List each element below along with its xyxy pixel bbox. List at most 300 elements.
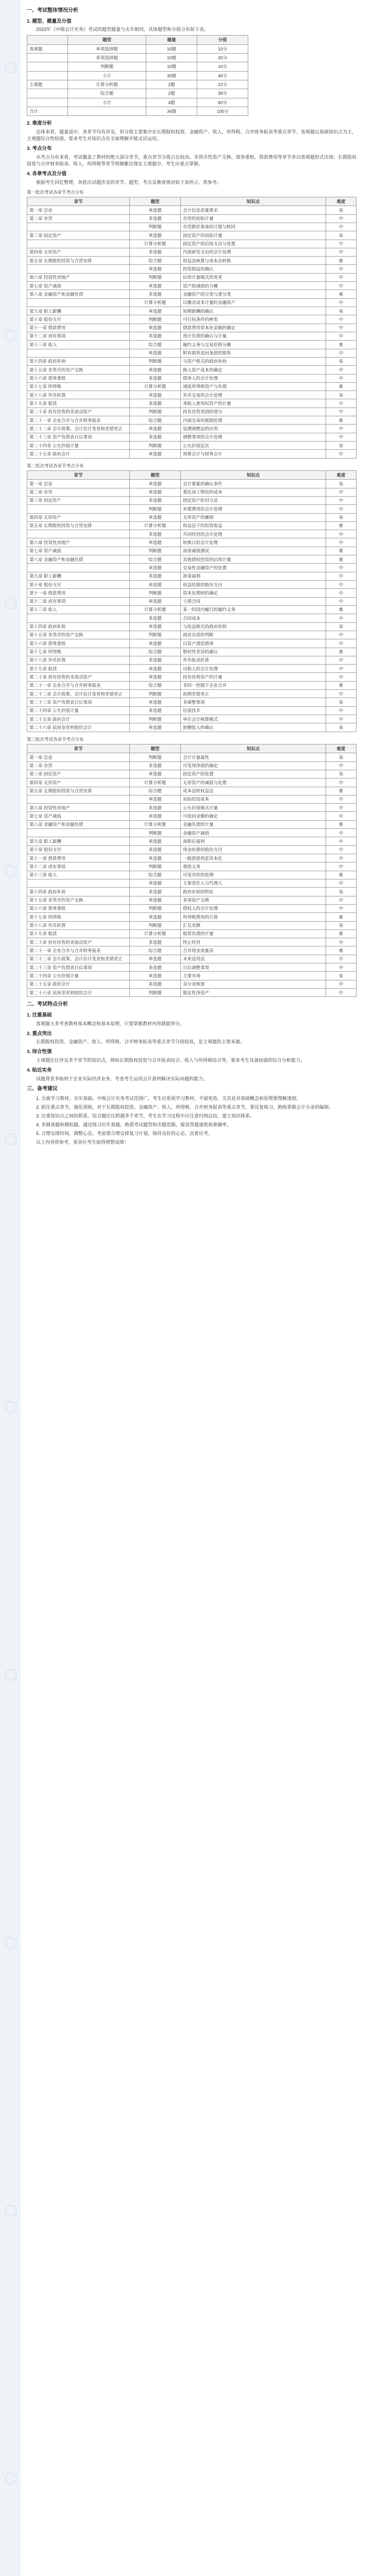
table-cell: 中 [326, 989, 356, 997]
table-cell: 中 [326, 837, 356, 845]
table-cell: 公允价值层次 [181, 442, 326, 450]
table-cell [27, 223, 130, 231]
table-cell: 会计计量属性 [181, 753, 326, 761]
batch-header-cell: 难度 [326, 197, 356, 206]
table-cell: 第八章 金融资产和金融负债 [27, 555, 130, 564]
summary-header-cell [27, 36, 68, 44]
table-cell: 第二十四章 公允价值计量 [27, 706, 130, 715]
summary-cell: 综合题 [68, 89, 146, 98]
table-row [27, 273, 356, 281]
table-row [27, 223, 356, 231]
table-row [27, 648, 356, 656]
table-cell: 第五章 长期股权投资与合营安排 [27, 521, 130, 530]
table-cell: 第二十六章 民间非营利组织会计 [27, 989, 130, 997]
table-cell: 多选题 [130, 496, 181, 504]
table-cell: 第十九章 租赁 [27, 929, 130, 938]
table-cell: 难 [326, 681, 356, 689]
table-row [27, 332, 356, 340]
table-cell: 以摊余成本计量的金融资产 [181, 298, 326, 307]
decorative-circle-icon [5, 1669, 16, 1681]
table-cell: 易 [326, 231, 356, 240]
table-cell: 中 [326, 399, 356, 408]
table-cell: 中 [326, 812, 356, 820]
table-cell: 易 [326, 921, 356, 929]
table-row [27, 820, 356, 828]
table-cell: 多选题 [130, 248, 181, 256]
table-row [27, 214, 356, 223]
summary-row [27, 62, 248, 71]
summary-cell: 单项选择题 [68, 44, 146, 53]
table-cell: 多选题 [130, 614, 181, 622]
table-row [27, 837, 356, 845]
table-cell: 债务人的会计处理 [181, 374, 326, 382]
summary-cell: 60分 [197, 98, 248, 107]
table-cell: 第四章 无形资产 [27, 778, 130, 787]
table-cell: 判断题 [130, 223, 181, 231]
table-row [27, 888, 356, 896]
table-cell: 前期差错更正 [181, 690, 326, 698]
table-cell: 第十章 股份支付 [27, 315, 130, 324]
table-row [27, 416, 356, 425]
table-cell: 单选题 [130, 913, 181, 921]
table-row [27, 913, 356, 921]
table-row [27, 639, 356, 648]
table-cell: 计算分析题 [130, 521, 181, 530]
table-cell: 第二十章 持有待售的非流动资产 [27, 408, 130, 416]
table-cell: 第三章 固定资产 [27, 770, 130, 778]
summary-cell: 10题 [146, 44, 197, 53]
table-row [27, 315, 356, 324]
table-cell: 金融负债的计量 [181, 820, 326, 828]
table-cell: 单选题 [130, 795, 181, 803]
table-cell: 难 [326, 341, 356, 349]
summary-header-cell: 题量 [146, 36, 197, 44]
table-cell: 中 [326, 665, 356, 673]
table-cell: 与资产相关的政府补助 [181, 357, 326, 365]
table-cell: 追溯调整法的应用 [181, 425, 326, 433]
table-cell: 第七章 资产减值 [27, 812, 130, 820]
table-cell: 第十二章 或有事项 [27, 597, 130, 605]
table-cell: 中 [326, 963, 356, 972]
table-cell: 存货跌价准备的计提与转回 [181, 223, 326, 231]
table-cell: 多选题 [130, 399, 181, 408]
table-cell: 政府补助的特征 [181, 888, 326, 896]
table-cell: 第二章 存货 [27, 214, 130, 223]
table-cell [27, 564, 130, 572]
batch-header-cell: 章节 [27, 470, 130, 479]
table-cell: 单选题 [130, 622, 181, 631]
table-cell: 难 [326, 946, 356, 955]
table-cell: 中 [326, 496, 356, 504]
table-cell: 第十三章 收入 [27, 341, 130, 349]
table-cell: 单选题 [130, 282, 181, 290]
summary-row [27, 89, 248, 98]
advice-paragraph: 1. 全面学习教材，夯实基础。中级会计实务考试范围广，考生应系统学习教材，不留死角，尤其是对基础概念和原理要理解透彻。 [36, 1095, 301, 1101]
table-cell: 第十八章 外币折算 [27, 391, 130, 399]
table-cell: 第十九章 租赁 [27, 399, 130, 408]
table-cell: 第二十五章 政府会计 [27, 715, 130, 723]
table-cell: 第二十三章 资产负债表日后事项 [27, 698, 130, 706]
table-row [27, 382, 356, 391]
table-row [27, 399, 356, 408]
table-cell: 多选题 [130, 374, 181, 382]
table-cell: 权益法核算与成本法转换 [181, 257, 326, 265]
table-cell: 中 [326, 214, 356, 223]
table-cell: 多选题 [130, 980, 181, 988]
table-cell: 综合题 [130, 416, 181, 425]
table-cell: 会计信息质量要求 [181, 206, 326, 214]
table-cell: 中 [326, 265, 356, 273]
table-cell: 多选题 [130, 433, 181, 441]
table-cell: 第二十一章 企业合并与合并财务报表 [27, 416, 130, 425]
table-cell: 单选题 [130, 538, 181, 547]
table-row [27, 341, 356, 349]
table-cell: 第六章 投资性房地产 [27, 538, 130, 547]
table-cell: 委托加工物资的成本 [181, 488, 326, 496]
table-cell: 判断题 [130, 547, 181, 555]
table-cell: 第二章 存货 [27, 488, 130, 496]
table-cell: 多选题 [130, 332, 181, 340]
table-cell: 第四章 无形资产 [27, 248, 130, 256]
table-cell: 第十七章 所得税 [27, 913, 130, 921]
table-cell [27, 298, 130, 307]
table-cell: 第八章 金融资产和金融负债 [27, 820, 130, 828]
table-cell: 第十四章 政府补助 [27, 357, 130, 365]
advice-paragraph: 5. 合理安排时间，调整心态。考前要合理安排复习计划，保持良好的心态，沉着应考。 [36, 1130, 213, 1136]
table-row [27, 265, 356, 273]
table-cell: 中 [326, 298, 356, 307]
table-row [27, 761, 356, 770]
table-cell: 某一时段内履行的履约义务 [181, 605, 326, 614]
table-cell: 第五章 长期股权投资与合营安排 [27, 257, 130, 265]
table-row [27, 989, 356, 997]
table-cell: 中 [326, 282, 356, 290]
table-cell: 中 [326, 408, 356, 416]
table-row [27, 530, 356, 538]
table-cell: 投资损益的确认 [181, 265, 326, 273]
table-cell: 中 [326, 980, 356, 988]
table-cell: 第十一章 借款费用 [27, 589, 130, 597]
table-row [27, 597, 356, 605]
table-cell: 综合题 [130, 946, 181, 955]
table-row [27, 391, 356, 399]
table-row [27, 614, 356, 622]
table-cell: 第九章 职工薪酬 [27, 572, 130, 580]
table-cell: 中 [326, 690, 356, 698]
table-cell: 中 [326, 240, 356, 248]
table-cell: 多选题 [130, 290, 181, 298]
table-cell: 其他债权投资的后续计量 [181, 555, 326, 564]
table-cell: 计算分析题 [130, 298, 181, 307]
table-row [27, 581, 356, 589]
table-cell: 难 [326, 913, 356, 921]
summary-row [27, 53, 248, 62]
table-row [27, 555, 356, 564]
decorative-circle-icon [5, 2205, 16, 2216]
table-row [27, 656, 356, 664]
table-row [27, 946, 356, 955]
table-cell: 难 [326, 787, 356, 795]
table-cell: 难 [326, 416, 356, 425]
table-cell: 单选题 [130, 391, 181, 399]
table-cell: 判断题 [130, 408, 181, 416]
table-cell: 中 [326, 829, 356, 837]
advice-paragraph: 3. 注重知识点之间的联系。综合题往往跨越多个章节，考生在学习过程中应注意归纳总结，建立知识体系。 [36, 1113, 255, 1118]
table-cell [27, 829, 130, 837]
table-cell: 单选题 [130, 564, 181, 572]
table-row [27, 521, 356, 530]
table-cell: 判断题 [130, 315, 181, 324]
table-cell: 双分录核算 [181, 980, 326, 988]
table-cell: 判断题 [130, 631, 181, 639]
summary-header-row [27, 36, 248, 44]
batch-header-row [27, 470, 356, 479]
summary-cell: 4题 [146, 98, 197, 107]
table-cell: 中 [326, 248, 356, 256]
summary-cell: 判断题 [68, 62, 146, 71]
advice-paragraph: 2. 抓住重点章节，强化训练。对于长期股权投资、金融资产、收入、所得税、合并财务报表等重点章节，要反复练习，熟练掌握会计分录的编制。 [36, 1104, 334, 1110]
table-cell: 单选题 [130, 812, 181, 820]
table-cell [27, 349, 130, 357]
feature-text: 主观题往往涉及多个章节的知识点，例如长期股权投资与合并报表结合、收入与所得税结合等，要求考生具备较强的综合分析能力。 [36, 1058, 305, 1063]
summary-cell: 小计 [68, 98, 146, 107]
summary-row [27, 80, 248, 89]
table-cell: 第十一章 借款费用 [27, 324, 130, 332]
table-cell: 判断题 [130, 589, 181, 597]
table-row [27, 298, 356, 307]
summary-header-cell: 题型 [68, 36, 146, 44]
table-cell: 单选题 [130, 673, 181, 681]
table-cell: 共同经营的会计处理 [181, 530, 326, 538]
table-cell: 第五章 长期股权投资与合营安排 [27, 787, 130, 795]
table-cell: 无形资产的减值与处置 [181, 778, 326, 787]
table-cell: 综合题 [130, 787, 181, 795]
table-cell: 判断题 [130, 273, 181, 281]
table-row [27, 980, 356, 988]
table-row [27, 673, 356, 681]
table-cell: 中 [326, 589, 356, 597]
table-row [27, 854, 356, 862]
summary-cell: 客观题 [27, 44, 68, 53]
table-cell: 估值技术 [181, 706, 326, 715]
table-cell: 单选题 [130, 698, 181, 706]
table-cell: 易 [326, 480, 356, 488]
section1-title: 一、考试整体情况分析 [27, 8, 78, 13]
table-cell [27, 879, 130, 887]
table-cell: 第十八章 外币折算 [27, 921, 130, 929]
table-cell: 中 [326, 505, 356, 513]
table-cell: 易 [326, 770, 356, 778]
table-cell: 判断题 [130, 357, 181, 365]
table-row [27, 307, 356, 315]
table-cell: 可变现净值的确定 [181, 761, 326, 770]
table-cell: 可收回金额的确定 [181, 812, 326, 820]
table-cell: 第二十五章 政府会计 [27, 450, 130, 458]
table-cell: 多选题 [130, 963, 181, 972]
table-cell: 短期薪酬的确认 [181, 307, 326, 315]
table-cell: 与收益相关的政府补助 [181, 622, 326, 631]
summary-cell: 10分 [197, 62, 248, 71]
table-cell: 借款费用资本化金额的确定 [181, 324, 326, 332]
table-row [27, 605, 356, 614]
table-cell: 易 [326, 723, 356, 732]
table-row [27, 871, 356, 879]
table-cell: 第十二章 或有事项 [27, 862, 130, 871]
table-cell: 出租人的会计处理 [181, 665, 326, 673]
table-cell: 判断题 [130, 862, 181, 871]
summary-cell: 2题 [146, 80, 197, 89]
batch1-body [27, 206, 356, 458]
summary-cell: 10题 [146, 53, 197, 62]
table-cell: 中 [326, 804, 356, 812]
summary-cell: 主观题 [27, 80, 68, 89]
table-cell: 资产组减值的分摊 [181, 282, 326, 290]
table-cell: 非调整事项 [181, 698, 326, 706]
feature-text: 客观题大多考查教材基本概念和基本原理，只要掌握教材内容就能得分。 [36, 1021, 185, 1026]
table-cell: 固定资产的初始计量 [181, 231, 326, 240]
table-cell: 多选题 [130, 656, 181, 664]
table-cell: 单选题 [130, 450, 181, 458]
table-cell: 第十三章 收入 [27, 871, 130, 879]
table-cell: 易 [326, 698, 356, 706]
table-cell: 中 [326, 639, 356, 648]
table-cell: 易 [326, 972, 356, 980]
summary-cell: 计算分析题 [68, 80, 146, 89]
table-row [27, 488, 356, 496]
table-cell: 资本化期间的确定 [181, 589, 326, 597]
table-cell: 弃置费用的会计处理 [181, 505, 326, 513]
table-cell: 中 [326, 862, 356, 871]
table-cell: 中 [326, 450, 356, 458]
batch3-caption: 第三批次考试各章节考点分布 [27, 736, 84, 742]
table-cell: 以资产清偿债务 [181, 639, 326, 648]
table-cell [27, 795, 130, 803]
decorative-circle-icon [5, 1133, 16, 1145]
section3-title: 三、备考建议 [27, 1086, 58, 1092]
table-cell: 后续计量模式的变更 [181, 273, 326, 281]
table-cell: 预计负债的确认与计量 [181, 332, 326, 340]
table-cell: 单选题 [130, 231, 181, 240]
table-cell: 易 [326, 442, 356, 450]
table-cell: 单选题 [130, 972, 181, 980]
table-cell: 单选题 [130, 896, 181, 904]
table-row [27, 753, 356, 761]
table-cell: 单选题 [130, 639, 181, 648]
table-cell: 无形资产的摊销 [181, 513, 326, 521]
table-row [27, 505, 356, 513]
section1-p2: 总体来看，题量适中，各章节均有涉及，但分值主要集中在长期股权投资、金融资产、收入、所得税、合并财务报表等重点章节。客观题以基础知识点为主，主观题综合性较强，要求考生对知识点有全面理解并能灵活运用。 [27, 129, 356, 141]
table-row [27, 681, 356, 689]
table-cell: 中 [326, 904, 356, 912]
table-cell: 附有销售退回条款的销售 [181, 349, 326, 357]
table-cell: 单选题 [130, 488, 181, 496]
table-cell: 难 [326, 382, 356, 391]
section3-paras [27, 1095, 356, 1137]
table-row [27, 349, 356, 357]
table-cell: 难 [326, 929, 356, 938]
table-cell: 中 [326, 366, 356, 374]
table-row [27, 896, 356, 904]
table-cell: 综合题 [130, 871, 181, 879]
table-row [27, 248, 356, 256]
summary-row [27, 107, 248, 115]
table-cell: 多选题 [130, 888, 181, 896]
batch-header-row [27, 197, 356, 206]
table-cell: 第二十四章 公允价值计量 [27, 972, 130, 980]
table-row [27, 963, 356, 972]
table-cell: 持有待售资产的计量 [181, 673, 326, 681]
table-row [27, 257, 356, 265]
batch-header-cell: 难度 [326, 470, 356, 479]
table-row [27, 904, 356, 912]
table-row [27, 698, 356, 706]
table-cell: 难 [326, 547, 356, 555]
table-cell: 金融资产减值 [181, 829, 326, 837]
table-cell: 难 [326, 290, 356, 298]
table-cell: 单选题 [130, 723, 181, 732]
summary-cell: 100分 [197, 107, 248, 115]
table-row [27, 622, 356, 631]
batch-header-cell: 章节 [27, 197, 130, 206]
table-row [27, 231, 356, 240]
feature-heading: 1. 注重基础 [27, 1012, 52, 1018]
table-cell: 易 [326, 753, 356, 761]
section1-sub4: 4. 各章考点及分值 [27, 171, 67, 177]
table-cell: 易 [326, 513, 356, 521]
batch-header-cell: 题型 [130, 470, 181, 479]
summary-cell: 40分 [197, 71, 248, 80]
table-cell: 第四章 无形资产 [27, 513, 130, 521]
table-cell: 合并现金流量表 [181, 946, 326, 955]
table-cell: 限定性净资产 [181, 989, 326, 997]
table-row [27, 357, 356, 365]
table-cell: 第二十章 持有待售的非流动资产 [27, 673, 130, 681]
table-cell: 调整事项的会计处理 [181, 433, 326, 441]
table-row [27, 442, 356, 450]
table-row [27, 496, 356, 504]
table-cell: 中 [326, 425, 356, 433]
table-cell: 第一章 总论 [27, 753, 130, 761]
table-cell: 判断题 [130, 505, 181, 513]
table-row [27, 829, 356, 837]
table-row [27, 374, 356, 382]
table-row [27, 929, 356, 938]
table-cell: 综合题 [130, 648, 181, 656]
table-cell: 综合题 [130, 681, 181, 689]
table-cell: 第七章 资产减值 [27, 282, 130, 290]
table-row [27, 433, 356, 441]
table-cell: 中 [326, 845, 356, 854]
table-cell: 单选题 [130, 879, 181, 887]
batch-header-cell: 知识点 [181, 744, 326, 753]
table-cell: 商誉减值测试 [181, 547, 326, 555]
table-cell: 一般借款利息资本化 [181, 854, 326, 862]
feature-heading: 3. 综合性强 [27, 1049, 52, 1055]
table-cell: 第二十四章 公允价值计量 [27, 442, 130, 450]
section1-sub1: 1. 题型、题量及分值 [27, 18, 72, 24]
table-cell: 可行权条件的种类 [181, 315, 326, 324]
summary-cell [27, 71, 68, 80]
table-cell: 初始投资成本 [181, 795, 326, 803]
table-row [27, 547, 356, 555]
table-cell: 易 [326, 391, 356, 399]
table-cell [27, 530, 130, 538]
article-content [27, 0, 356, 1146]
table-row [27, 366, 356, 374]
table-row [27, 845, 356, 854]
table-row [27, 706, 356, 715]
summary-cell: 38分 [197, 89, 248, 98]
